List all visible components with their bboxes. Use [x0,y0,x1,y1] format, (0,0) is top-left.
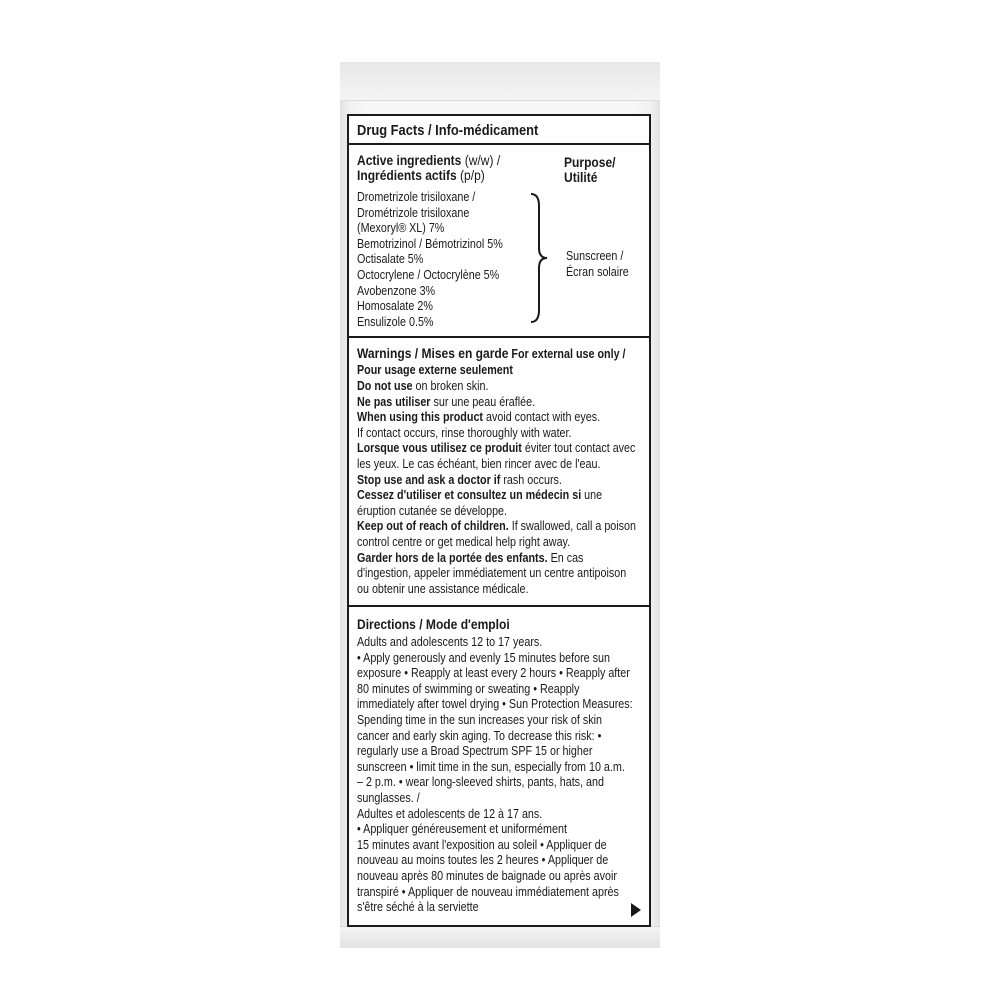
bracket-brace-icon [529,192,549,324]
warning-paragraph: Keep out of reach of children. If swallowed, call a poison [357,519,637,534]
warning-line: éruption cutanée se développe. [357,503,508,518]
ingredient-list [357,190,503,330]
list-item: exposure • Reapply at least every 2 hours • Reapply after [357,666,630,681]
warning-paragraph: Cessez d'utiliser et consultez un médecin si une [357,488,603,503]
drug-facts-panel [347,114,651,927]
list-item: Ensulizole 0.5% [357,314,434,329]
directions-body [357,635,633,916]
list-item: Drométrizole trisiloxane [357,205,470,220]
warning-paragraph: Do not use on broken skin. [357,379,489,393]
warnings-heading: Warnings / Mises en garde For external use only / Pour usage externe seulement [357,345,626,377]
list-item: nouveau au moins toutes les 2 heures • Appliquer de [357,853,609,868]
list-item: immediately after towel drying • Sun Protection Measures: [357,697,633,712]
warning-paragraph: Lorsque vous utilisez ce produit éviter tout contact avec [357,441,636,456]
purpose-value: Sunscreen / Écran solaire [566,249,629,279]
list-item: transpiré • Appliquer de nouveau immédiatement après [357,884,619,899]
list-item: Avobenzone 3% [357,283,436,298]
directions-heading: Directions / Mode d'emploi [357,616,510,632]
warning-paragraph: Stop use and ask a doctor if rash occurs. [357,472,562,487]
list-item: sunglasses. / [357,790,420,805]
list-item: Spending time in the sun increases your risk of skin [357,712,602,727]
list-item: Adultes et adolescents de 12 à 17 ans. [357,806,543,821]
list-item: Octocrylene / Octocrylène 5% [357,267,500,282]
warning-paragraph: When using this product avoid contact with eyes. [357,410,601,425]
warning-line: ou obtenir une assistance médicale. [357,581,529,596]
list-item: – 2 p.m. • wear long-sleeved shirts, pants, hats, and [357,775,604,790]
list-item: regularly use a Broad Spectrum SPF 15 or higher [357,744,593,759]
list-item: sunscreen • limit time in the sun, especially from 10 a.m. [357,759,625,774]
active-ingredients-heading: Active ingredients (w/w) / Ingrédients actifs (p/p) [357,152,501,183]
list-item: 80 minutes of swimming or sweating • Reapply [357,681,580,696]
list-item: • Apply generously and evenly 15 minutes before sun [357,650,610,665]
warning-paragraph: Ne pas utiliser sur une peau éraflée. [357,394,536,409]
carton-top-flap [340,62,660,101]
warning-line: control centre or get medical help right away. [357,534,571,549]
warning-line: d'ingestion, appeler immédiatement un centre antipoison [357,566,627,581]
purpose-heading: Purpose/ Utilité [564,154,616,185]
carton-bottom-flap [340,926,660,948]
continue-arrow-icon [631,903,641,917]
list-item: Octisalate 5% [357,252,424,267]
warning-line: les yeux. Le cas échéant, bien rincer avec de l'eau. [357,456,601,471]
warnings-body [357,379,636,597]
active-ingredients-section [349,145,649,336]
list-item: nouveau après 80 minutes de baignade ou après avoir [357,868,617,883]
list-item: s'être séché à la serviette [357,900,479,915]
list-item: • Appliquer généreusement et uniformément [357,822,567,837]
list-item: cancer and early skin aging. To decrease this risk: • [357,728,602,743]
drug-facts-title: Drug Facts / Info-médicament [357,122,539,139]
list-item: Homosalate 2% [357,299,433,314]
warning-line: If contact occurs, rinse thoroughly with water. [357,425,572,440]
directions-section [349,607,649,925]
warnings-section [349,338,649,604]
list-item: Bemotrizinol / Bémotrizinol 5% [357,236,503,251]
warning-paragraph: Garder hors de la portée des enfants. En cas [357,550,584,565]
list-item: Drometrizole trisiloxane / [357,190,476,204]
list-item: 15 minutes avant l'exposition au soleil • Appliquer de [357,837,607,852]
list-item: (Mexoryl® XL) 7% [357,221,445,236]
list-item: Adults and adolescents 12 to 17 years. [357,635,543,649]
